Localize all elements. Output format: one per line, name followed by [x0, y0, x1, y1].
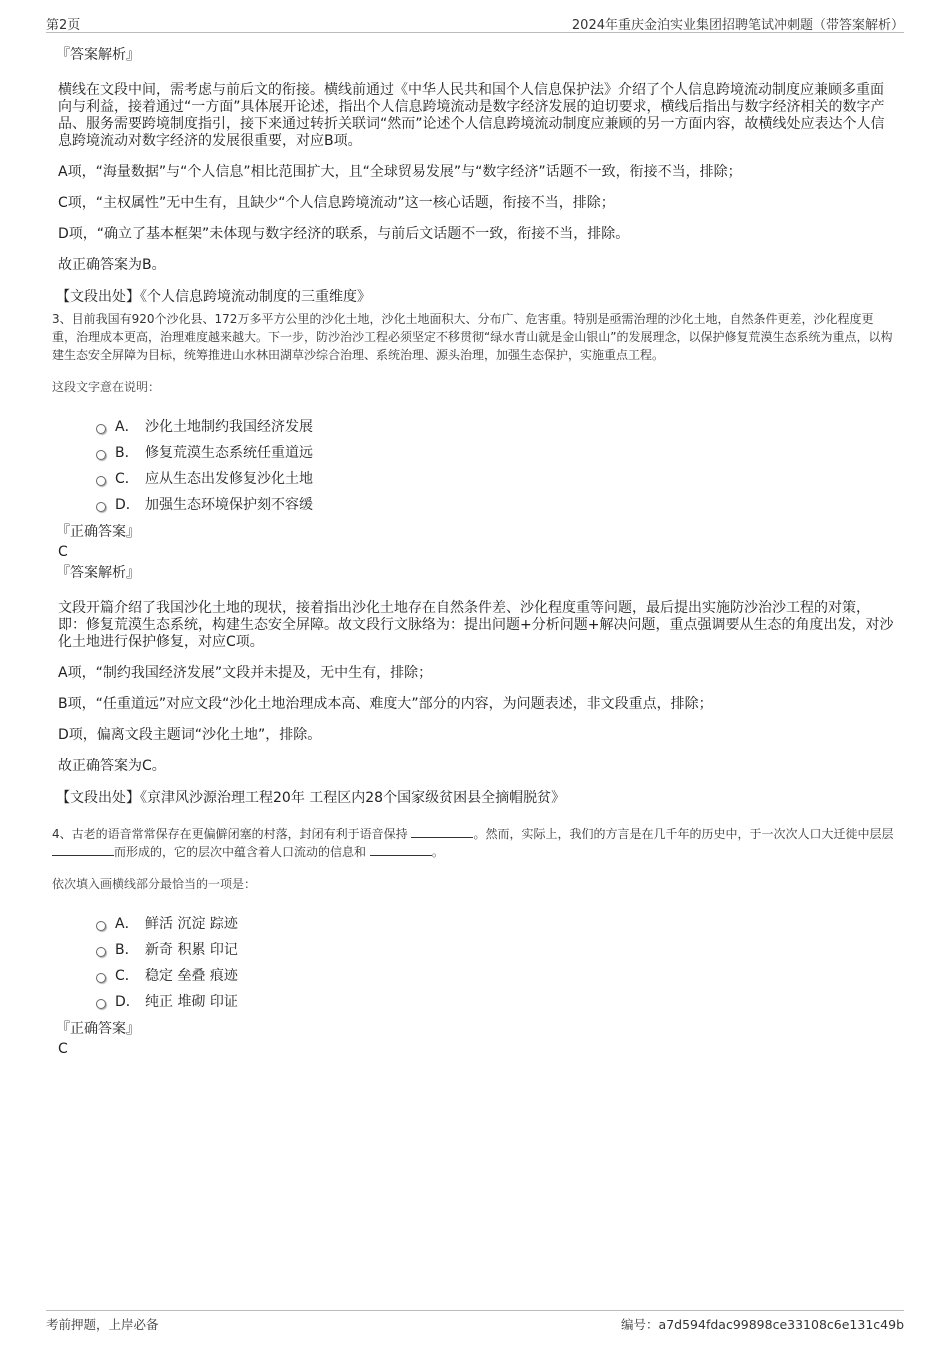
option-text: 加强生态环境保护刻不容缓: [145, 497, 313, 513]
fill-blank: [52, 843, 114, 856]
correct-answer: C: [58, 544, 68, 560]
radio-icon[interactable]: [96, 999, 106, 1009]
option-letter: A．: [115, 419, 139, 435]
question-3-text: 3、目前我国有920个沙化县、172万多平方公里的沙化土地，沙化土地面积大、分布广、危害重。特别是亟需治理的沙化土地，自然条件更差，沙化程度更重，治理成本更高，治理难度越来越大。下一步，防沙治沙工程必须坚定不移贯彻“绿水青山就是金山银山”的发展理念，以保护修复荒漠生态系统为重点，以构建生态安全屏障为目标，统筹推进山水林田湖草沙综合治理、系统治理、源头治理，加强生态保护，实施重点工程。: [52, 312, 893, 362]
analysis-heading: 『答案解析』: [56, 47, 140, 63]
option-a[interactable]: [96, 413, 896, 439]
analysis-paragraph: C项，“主权属性”无中生有，且缺少“个人信息跨境流动”这一核心话题，衔接不当，排除；: [58, 195, 615, 211]
question-4-text: [52, 825, 896, 861]
page-number: 第2页: [46, 18, 81, 33]
fill-blank: [370, 843, 432, 856]
option-c[interactable]: [96, 465, 896, 491]
analysis-paragraph: 故正确答案为C。: [58, 758, 166, 774]
analysis-paragraph: D项，偏离文段主题词“沙化土地”，排除。: [58, 727, 322, 743]
option-letter: D．: [115, 994, 140, 1010]
document-body: [52, 44, 896, 1059]
radio-icon[interactable]: [96, 502, 106, 512]
option-c[interactable]: [96, 962, 896, 988]
option-text: 修复荒漠生态系统任重道远: [145, 445, 313, 461]
radio-icon[interactable]: [96, 947, 106, 957]
analysis-paragraph: A项，“制约我国经济发展”文段并未提及，无中生有，排除；: [58, 665, 433, 681]
page-footer: [46, 1310, 904, 1333]
correct-answer: C: [58, 1041, 68, 1057]
document-title: 2024年重庆金泊实业集团招聘笔试冲刺题（带答案解析）: [571, 18, 904, 33]
question-text-segment: 4、古老的语音常常保存在更偏僻闭塞的村落，封闭有利于语音保持: [52, 827, 408, 841]
question-text-segment: 而形成的，它的层次中蕴含着人口流动的信息和: [114, 845, 367, 859]
option-text: 沙化土地制约我国经济发展: [145, 419, 313, 435]
passage-source: 【文段出处】《京津风沙源治理工程20年 工程区内28个国家级贫困县全摘帽脱贫》: [56, 790, 566, 806]
option-b[interactable]: [96, 936, 896, 962]
radio-icon[interactable]: [96, 476, 106, 486]
analysis-paragraph: D项，“确立了基本框架”未体现与数字经济的联系，与前后文话题不一致，衔接不当，排除。: [58, 226, 630, 242]
question-text-segment: 。然而，实际上，我们的方言是在几千年的历史中，于一次次人口大迁徙中层层: [473, 827, 894, 841]
option-text: 新奇 积累 印记: [145, 942, 238, 958]
radio-icon[interactable]: [96, 424, 106, 434]
option-text: 纯正 堆砌 印证: [145, 994, 238, 1010]
option-letter: C．: [115, 968, 139, 984]
option-d[interactable]: [96, 491, 896, 517]
analysis-paragraph: 横线在文段中间，需考虑与前后文的衔接。横线前通过《中华人民共和国个人信息保护法》介绍了个人信息跨境流动制度应兼顾多重面向与利益，接着通过“一方面”具体展开论述，指出个人信息跨境流动是数字经济发展的迫切要求，横线后指出与数字经济相关的数字产品、服务需要跨境制度指引，接下来通过转折关联词“然而”论述个人信息跨境流动制度应兼顾的另一方面内容，故横线处应表达个人信息跨境流动对数字经济的发展很重要，对应B项。: [58, 82, 885, 149]
footer-slogan: 考前押题，上岸必备: [46, 1317, 159, 1332]
answer-heading: 『正确答案』: [56, 524, 140, 540]
option-a[interactable]: [96, 910, 896, 936]
option-text: 鲜活 沉淀 踪迹: [145, 916, 238, 932]
question-text-segment: 。: [431, 845, 444, 859]
analysis-paragraph: A项，“海量数据”与“个人信息”相比范围扩大，且“全球贸易发展”与“数字经济”话题不一致，衔接不当，排除；: [58, 164, 742, 180]
option-letter: D．: [115, 497, 140, 513]
radio-icon[interactable]: [96, 921, 106, 931]
option-b[interactable]: [96, 439, 896, 465]
option-d[interactable]: [96, 988, 896, 1014]
passage-source: 【文段出处】《个人信息跨境流动制度的三重维度》: [56, 289, 371, 305]
analysis-paragraph: 文段开篇介绍了我国沙化土地的现状，接着指出沙化土地存在自然条件差、沙化程度重等问题，最后提出实施防沙治沙工程的对策，即：修复荒漠生态系统，构建生态安全屏障。故文段行文脉络为：提出问题+分析问题+解决问题，重点强调要从生态的角度出发，对沙化土地进行保护修复，对应C项。: [58, 600, 894, 650]
answer-heading: 『正确答案』: [56, 1021, 140, 1037]
question-3-options: [96, 413, 896, 517]
question-4-prompt: 依次填入画横线部分最恰当的一项是：: [52, 877, 257, 891]
document-id: 编号：a7d594fdac99898ce33108c6e131c49b: [621, 1317, 904, 1332]
option-letter: B．: [115, 445, 139, 461]
radio-icon[interactable]: [96, 450, 106, 460]
option-letter: C．: [115, 471, 139, 487]
question-4-options: [96, 910, 896, 1014]
option-letter: B．: [115, 942, 139, 958]
option-text: 稳定 垒叠 痕迹: [145, 968, 238, 984]
page-header: [46, 12, 904, 33]
analysis-paragraph: B项，“任重道远”对应文段“沙化土地治理成本高、难度大”部分的内容，为问题表述，非文段重点，排除；: [58, 696, 713, 712]
question-3-prompt: 这段文字意在说明：: [52, 380, 161, 394]
option-text: 应从生态出发修复沙化土地: [145, 471, 313, 487]
analysis-heading: 『答案解析』: [56, 565, 140, 581]
option-letter: A．: [115, 916, 139, 932]
analysis-paragraph: 故正确答案为B。: [58, 257, 166, 273]
radio-icon[interactable]: [96, 973, 106, 983]
fill-blank: [411, 825, 473, 838]
